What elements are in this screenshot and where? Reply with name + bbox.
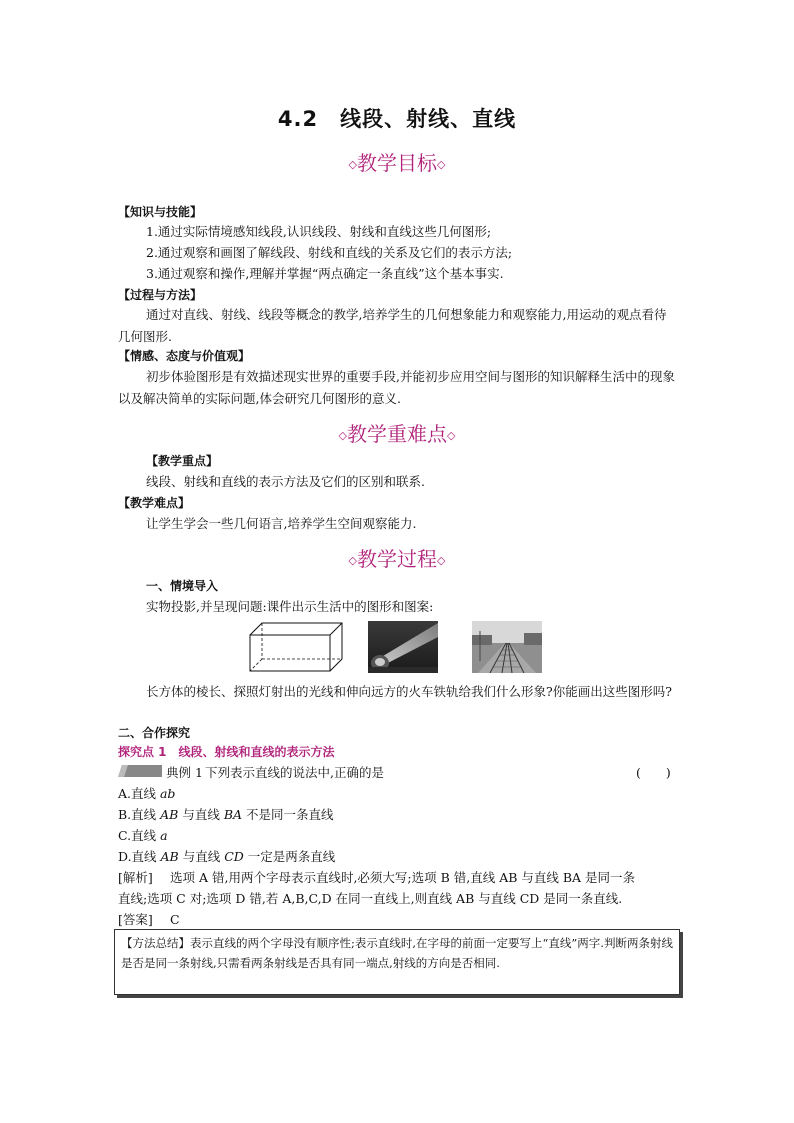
cuboid-illustration: [248, 621, 344, 673]
knowledge-item: 3.通过观察和操作,理解并掌握“两点确定一条直线”这个基本事实.: [146, 266, 504, 281]
option-b: B.直线 AB 与直线 BA 不是同一条直线: [118, 807, 334, 822]
diamond-icon: ◇: [437, 554, 446, 567]
emotion-heading: 【情感、态度与价值观】: [118, 349, 251, 363]
focus-heading: 【教学重点】: [146, 454, 219, 468]
section-objectives-label: 教学目标: [357, 151, 437, 175]
page-title: 4.2 线段、射线、直线: [277, 107, 517, 131]
section-heading-process: [0, 543, 794, 572]
emotion-text: 初步体验图形是有效描述现实世界的重要手段,并能初步应用空间与图形的知识解释生活中的现象以及解决简单的实际问题,体会研究几何图形的意义.: [118, 369, 675, 406]
knowledge-item: 1.通过实际情境感知线段,认识线段、射线和直线这些几何图形;: [146, 224, 492, 239]
answer-parentheses: ( ): [636, 765, 671, 780]
difficulty-text: 让学生学会一些几何语言,培养学生空间观察能力.: [146, 516, 417, 531]
answer-value: C: [170, 912, 180, 927]
question-text: 长方体的棱长、探照灯射出的光线和伸向远方的火车铁轨给我们什么形象?你能画出这些图形吗?: [146, 684, 672, 699]
analysis-line-2: 直线;选项 C 对;选项 D 错,若 A,B,C,D 在同一直线上,则直线 AB 与直线 CD 是同一条直线.: [118, 891, 623, 906]
focus-text: 线段、射线和直线的表示方法及它们的区别和联系.: [146, 474, 425, 489]
method-summary-text: 【方法总结】表示直线的两个字母没有顺序性;表示直线时,在字母的前面一定要写上“直线”两字.判断两条射线是否是同一条射线,只需看两条射线是否具有同一端点,射线的方向是否相同.: [121, 936, 673, 970]
cooperation-heading: 二、合作探究: [118, 726, 191, 740]
example-label: 典例 1: [166, 765, 203, 780]
analysis-label: [解析]: [118, 870, 153, 885]
intro-heading: 一、情境导入: [146, 579, 219, 593]
process-method-heading: 【过程与方法】: [118, 288, 203, 302]
diamond-icon: ◇: [348, 554, 357, 567]
option-a: A.直线 ab: [118, 786, 176, 801]
process-method-text: 通过对直线、射线、线段等概念的教学,培养学生的几何想象能力和观察能力,用运动的观点看待几何图形.: [118, 307, 667, 344]
explore-point-heading: 探究点 1 线段、射线和直线的表示方法: [118, 745, 335, 759]
section-heading-objectives: [0, 147, 794, 176]
section-keypoints-label: 教学重难点: [347, 422, 447, 446]
diamond-icon: ◇: [447, 429, 456, 442]
section-process-label: 教学过程: [357, 547, 437, 571]
knowledge-heading: 【知识与技能】: [118, 205, 203, 219]
intro-text: 实物投影,并呈现问题:课件出示生活中的图形和图案:: [146, 599, 434, 614]
knowledge-item: 2.通过观察和画图了解线段、射线和直线的关系及它们的表示方法;: [146, 245, 513, 260]
method-summary-box: [114, 929, 680, 995]
diamond-icon: ◇: [348, 158, 357, 171]
example-question: 下列表示直线的说法中,正确的是: [205, 765, 384, 780]
analysis-line-1: 选项 A 错,用两个字母表示直线时,必须大写;选项 B 错,直线 AB 与直线 BA 是同一条: [170, 870, 636, 885]
example-tab-icon: [118, 765, 162, 777]
answer-label: [答案]: [118, 912, 153, 927]
option-c: C.直线 a: [118, 828, 168, 843]
diamond-icon: ◇: [338, 429, 347, 442]
option-d: D.直线 AB 与直线 CD 一定是两条直线: [118, 849, 336, 864]
section-heading-keypoints: [0, 418, 794, 447]
searchlight-photo: [368, 621, 438, 673]
difficulty-heading: 【教学难点】: [118, 496, 191, 510]
diamond-icon: ◇: [437, 158, 446, 171]
railway-track-photo: [472, 621, 542, 673]
